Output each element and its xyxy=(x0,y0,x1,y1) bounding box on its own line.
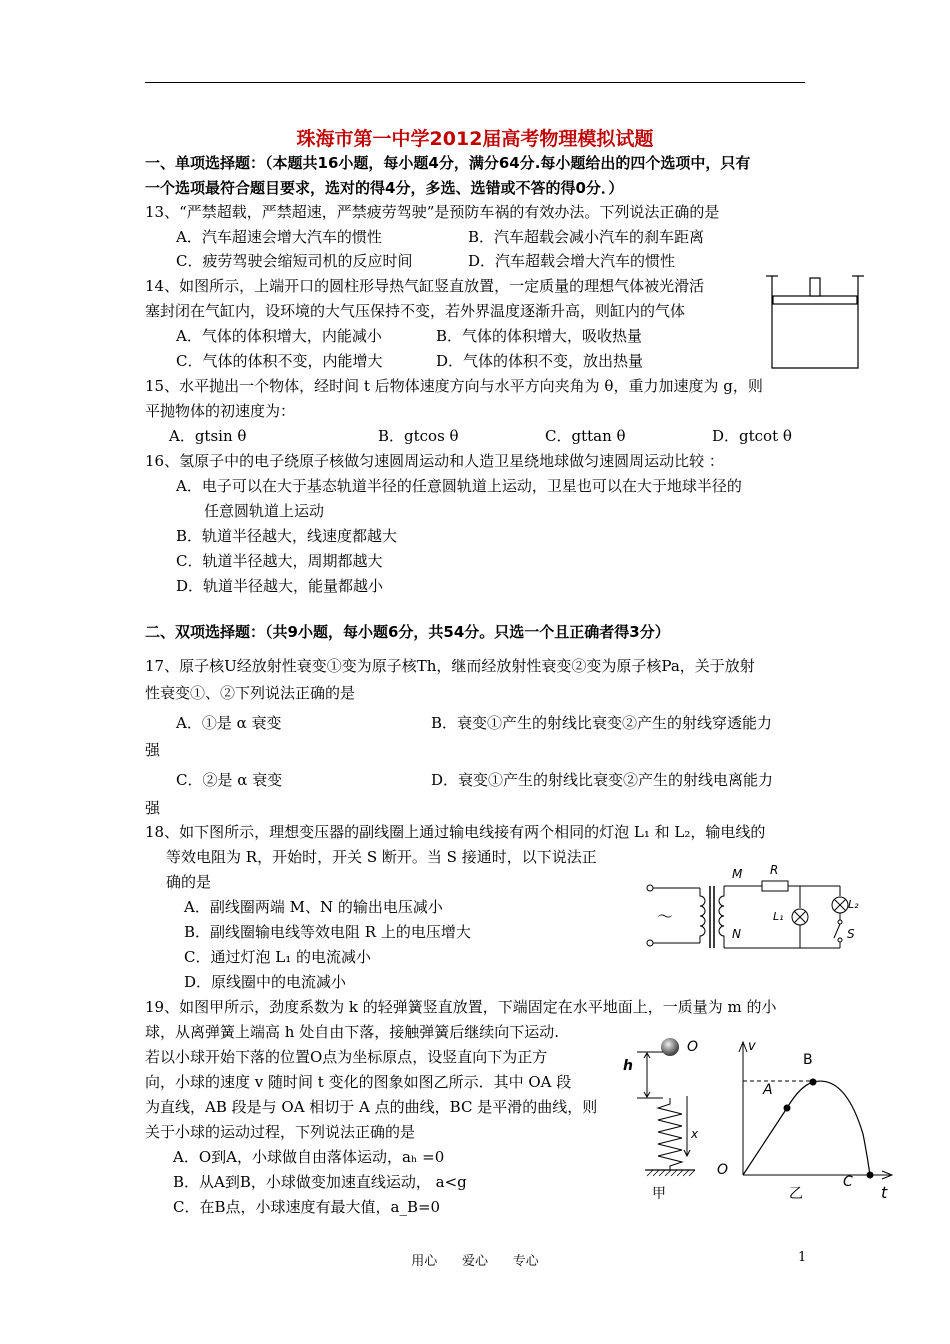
q14-option-a: A．气体的体积增大，内能减小 xyxy=(176,327,382,345)
q18-option-b: B．副线圈输电线等效电阻 R 上的电压增大 xyxy=(184,923,471,941)
page-title: 珠海市第一中学2012届高考物理模拟试题 xyxy=(296,128,654,150)
q18-circuit-figure xyxy=(640,858,865,958)
q13-option-c: C．疲劳驾驶会缩短司机的反应时间 xyxy=(176,252,413,270)
spring xyxy=(658,1098,682,1170)
secondary-coil xyxy=(719,886,724,948)
q13-option-a: A．汽车超速会增大汽车的惯性 xyxy=(176,228,382,246)
q15-stem-line1: 15、水平抛出一个物体，经时间 t 后物体速度方向与水平方向夹角为 θ，重力加速度为 g，则 xyxy=(145,377,763,395)
q15-option-a: A．gtsin θ xyxy=(169,427,247,445)
piston-rod xyxy=(810,278,820,296)
q17-option-d-line1: D．衰变①产生的射线比衰变②产生的射线电离能力 xyxy=(431,771,774,789)
q18-option-a: A．副线圈两端 M、N 的输出电压减小 xyxy=(184,898,443,916)
q14-stem-line2: 塞封闭在气缸内，设环境的大气压保持不变，若外界温度逐渐升高，则缸内的气体 xyxy=(145,302,686,320)
fig1-label-o: O xyxy=(687,1039,699,1055)
q13-option-d: D．汽车超载会增大汽车的惯性 xyxy=(468,252,676,270)
q17-stem-line2: 性衰变①、②下列说法正确的是 xyxy=(145,684,356,702)
q19-stem-line1: 19、如图甲所示，劲度系数为 k 的轻弹簧竖直放置，下端固定在水平地面上，一质量为 m 的小 xyxy=(145,998,777,1016)
q18-stem-line1: 18、如下图所示，理想变压器的副线圈上通过输电线接有两个相同的灯泡 L₁ 和 L₂，输电线的 xyxy=(145,823,766,841)
q16-option-d: D．轨道半径越大，能量都越小 xyxy=(176,577,384,595)
fig2-caption: 乙 xyxy=(789,1186,803,1202)
q19-option-b: B．从A到B，小球做变加速直线运动， a<g xyxy=(173,1173,467,1191)
q19-stem-line4: 向，小球的速度 v 随时间 t 变化的图象如图乙所示．其中 OA 段 xyxy=(145,1073,572,1091)
q16-stem: 16、氢原子中的电子绕原子核做匀速圆周运动和人造卫星绕地球做匀速圆周运动比较 ： xyxy=(145,452,724,470)
q14-option-d: D．气体的体积不变，放出热量 xyxy=(436,352,644,370)
q16-option-a-line2: 任意圆轨道上运动 xyxy=(204,502,325,520)
section1-heading-line2: 一个选项最符合题目要求，选对的得4分，多选、选错或不答的得0分．） xyxy=(145,179,624,197)
q15-option-d: D．gtcot θ xyxy=(712,427,792,445)
q16-option-b: B．轨道半径越大，线速度都越大 xyxy=(176,527,398,545)
header-rule xyxy=(145,82,805,83)
piston xyxy=(773,296,857,304)
q15-option-c: C．gttan θ xyxy=(545,427,626,445)
q17-option-b-line1: B．衰变①产生的射线比衰变②产生的射线穿透能力 xyxy=(431,714,773,732)
q16-option-a-line1: A．电子可以在大于基态轨道半径的任意圆轨道上运动，卫星也可以在大于地球半径的 xyxy=(176,477,742,495)
q15-option-b: B．gtcos θ xyxy=(378,427,459,445)
q18-option-d: D．原线圈中的电流减小 xyxy=(184,973,347,991)
fig2-label-b: B xyxy=(803,1052,813,1068)
fig2-label-a: A xyxy=(763,1082,773,1098)
page-number: 1 xyxy=(798,1250,807,1265)
fig1-label-x: x xyxy=(691,1127,699,1141)
ground-hatch xyxy=(647,1170,695,1176)
q18-option-c: C．通过灯泡 L₁ 的电流减小 xyxy=(184,948,371,966)
section2-heading: 二、双项选择题：（共9小题，每小题6分，共54分。只选一个且正确者得3分） xyxy=(145,623,670,641)
resistor-r xyxy=(762,881,788,891)
label-l2: L₂ xyxy=(848,898,859,911)
q19-stem-line5: 为直线，AB 段是与 OA 相切于 A 点的曲线，BC 是平滑的曲线，则 xyxy=(145,1098,598,1116)
q19-stem-line2: 球，从离弹簧上端高 h 处自由下落，接触弹簧后继续向下运动. xyxy=(145,1023,559,1041)
q19-option-c: C．在B点，小球速度有最大值，a_B=0 xyxy=(173,1198,441,1216)
ac-symbol: ～ xyxy=(657,907,674,926)
q18-stem-line2: 等效电阻为 R，开始时，开关 S 断开。当 S 接通时，以下说法正 xyxy=(166,848,597,866)
point-c xyxy=(867,1172,874,1179)
q19-option-a: A．O到A，小球做自由落体运动，aₕ =0 xyxy=(173,1148,445,1166)
q14-option-c: C．气体的体积不变，内能增大 xyxy=(176,352,383,370)
q13-stem: 13、“严禁超载，严禁超速，严禁疲劳驾驶”是预防车祸的有效办法。下列说法正确的是 xyxy=(145,203,720,221)
q15-stem-line2: 平抛物体的初速度为： xyxy=(145,402,296,420)
label-s: S xyxy=(847,927,855,941)
section1-heading-line1: 一、单项选择题：（本题共16小题，每小题4分，满分64分.每小题给出的四个选项中，只有 xyxy=(145,154,751,172)
label-m: M xyxy=(732,867,743,881)
q14-stem-line1: 14、如图所示，上端开口的圆柱形导热气缸竖直放置，一定质量的理想气体被光滑活 xyxy=(145,277,705,295)
switch-s xyxy=(834,924,840,938)
q19-vt-graph xyxy=(705,1034,895,1206)
q13-option-b: B．汽车超载会减小汽车的刹车距离 xyxy=(468,228,705,246)
fig2-label-v: v xyxy=(748,1039,756,1054)
q18-stem-line3: 确的是 xyxy=(166,873,212,891)
terminal-top xyxy=(647,885,653,891)
q19-stem-line3: 若以小球开始下落的位置O点为坐标原点，设竖直向下为正方 xyxy=(145,1048,548,1066)
page-footer: 用心 爱心 专心 xyxy=(411,1254,539,1269)
point-a xyxy=(784,1105,791,1112)
q17-option-c: C．②是 α 衰变 xyxy=(176,771,283,789)
fig1-caption: 甲 xyxy=(652,1186,666,1202)
q17-option-a: A．①是 α 衰变 xyxy=(176,714,282,732)
q14-option-b: B．气体的体积增大，吸收热量 xyxy=(436,327,643,345)
ball xyxy=(661,1038,679,1056)
label-r: R xyxy=(770,863,779,877)
q16-option-c: C．轨道半径越大，周期都越大 xyxy=(176,552,383,570)
q17-option-d-line2: 强 xyxy=(145,799,161,817)
q14-cylinder-figure xyxy=(764,270,864,374)
terminal-bottom xyxy=(647,940,653,946)
q19-stem-line6: 关于小球的运动过程，下列说法正确的是 xyxy=(145,1123,416,1141)
fig2-label-o: O xyxy=(717,1162,729,1178)
label-l1: L₁ xyxy=(773,910,784,923)
fig2-label-c: C xyxy=(843,1174,853,1190)
label-n: N xyxy=(732,927,741,941)
primary-coil xyxy=(700,888,705,943)
q17-stem-line1: 17、原子核U经放射性衰变①变为原子核Th，继而经放射性衰变②变为原子核Pa，关于放射 xyxy=(145,657,755,675)
fig1-label-h: h xyxy=(623,1058,633,1074)
fig2-label-t: t xyxy=(881,1183,888,1202)
q17-option-b-line2: 强 xyxy=(145,741,161,759)
point-b xyxy=(810,1079,817,1086)
